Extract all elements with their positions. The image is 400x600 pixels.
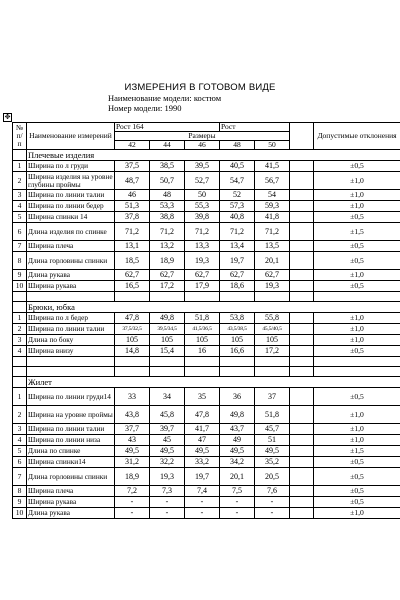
measurement-value: 47 — [185, 435, 220, 446]
measurement-value: 46 — [115, 190, 150, 201]
measurement-value: 20,1 — [220, 468, 255, 486]
row-number: 9 — [13, 270, 27, 281]
measurement-value: 34,2 — [220, 457, 255, 468]
measurement-name: Ширина по линии талии — [27, 324, 115, 335]
measurement-value: 50,7 — [150, 172, 185, 190]
measurement-value: 13,4 — [220, 241, 255, 252]
measurement-value: 41,8 — [255, 212, 290, 223]
section-cell-empty — [13, 150, 27, 161]
measurement-value: - — [185, 508, 220, 519]
spacer-cell — [290, 313, 314, 324]
measurement-name: Ширина плеча — [27, 241, 115, 252]
measurement-value: 33 — [115, 388, 150, 406]
table-row — [13, 406, 400, 424]
table-row — [13, 241, 400, 252]
measurement-value: 71,2 — [220, 223, 255, 241]
table-row — [13, 313, 400, 324]
row-number: 3 — [13, 190, 27, 201]
measurement-value: 20,1 — [255, 252, 290, 270]
size-header: 44 — [150, 141, 185, 150]
measurement-name: Длина по спинке — [27, 446, 115, 457]
table-row — [13, 435, 400, 446]
spacer-cell — [290, 406, 314, 424]
measurement-value: 7,4 — [185, 486, 220, 497]
measurement-value: - — [150, 508, 185, 519]
spacer-cell — [290, 468, 314, 486]
measurement-value: 62,7 — [220, 270, 255, 281]
empty-row — [13, 367, 400, 377]
row-number: 2 — [13, 172, 27, 190]
spacer-cell — [290, 424, 314, 435]
measurement-value: 16,6 — [220, 346, 255, 357]
table-row — [13, 212, 400, 223]
measurement-value: 51,8 — [255, 406, 290, 424]
spacer-cell — [290, 241, 314, 252]
measurement-value: 53,8 — [220, 313, 255, 324]
tolerance-value: ±1,0 — [314, 172, 400, 190]
measurement-name: Ширина по л бедер — [27, 313, 115, 324]
measurement-value: 18,5 — [115, 252, 150, 270]
empty-cell — [27, 367, 115, 377]
table-row — [13, 270, 400, 281]
measurement-value: 40,5 — [220, 161, 255, 172]
measurement-name: Ширина рукава — [27, 497, 115, 508]
tolerance-value: ±0,5 — [314, 497, 400, 508]
table-row — [13, 161, 400, 172]
tolerance-value: ±0,5 — [314, 161, 400, 172]
measurement-value: 38,5 — [150, 161, 185, 172]
row-number: 5 — [13, 212, 27, 223]
measurement-value: 45,8 — [150, 406, 185, 424]
spacer-cell — [290, 497, 314, 508]
spacer-cell — [290, 508, 314, 519]
measurement-name: Ширина по л груди — [27, 161, 115, 172]
row-number: 9 — [13, 497, 27, 508]
table-row — [13, 497, 400, 508]
row-number: 5 — [13, 446, 27, 457]
row-number: 4 — [13, 346, 27, 357]
measurement-value: - — [185, 497, 220, 508]
measurement-value: 14,8 — [115, 346, 150, 357]
measurement-value: 18,9 — [150, 252, 185, 270]
measurement-value: 17,9 — [185, 281, 220, 292]
document-title: ИЗМЕРЕНИЯ В ГОТОВОМ ВИДЕ — [124, 82, 276, 93]
measurement-value: 43,5/38,5 — [220, 324, 255, 335]
tolerance-value: ±0,5 — [314, 252, 400, 270]
measurement-value: 7,5 — [220, 486, 255, 497]
measurement-value: 7,3 — [150, 486, 185, 497]
measurement-value: 40,8 — [220, 212, 255, 223]
measurement-value: 41,7 — [185, 424, 220, 435]
row-number: 8 — [13, 486, 27, 497]
measurement-value: 55,8 — [255, 313, 290, 324]
measurement-name: Ширина изделия на уровне глубины проймы — [28, 172, 113, 189]
section-header — [13, 150, 400, 161]
spacer-cell — [290, 161, 314, 172]
tolerance-value: ±1,5 — [314, 446, 400, 457]
measurement-value: - — [115, 497, 150, 508]
measurement-value: - — [220, 497, 255, 508]
row-number: 8 — [13, 252, 27, 270]
measurement-value: - — [255, 497, 290, 508]
measurement-value: 35,2 — [255, 457, 290, 468]
tolerance-value: ±1,0 — [314, 435, 400, 446]
measurement-name: Длина рукава — [27, 270, 115, 281]
measurement-value: 49,8 — [220, 406, 255, 424]
measurement-value: 19,3 — [150, 468, 185, 486]
empty-cell — [185, 292, 220, 302]
measurement-value: 17,2 — [255, 346, 290, 357]
table-row — [13, 252, 400, 270]
empty-cell — [115, 357, 150, 367]
measurement-name: Ширина рукава — [27, 281, 115, 292]
row-number: 10 — [13, 508, 27, 519]
tolerance-value: ±0,5 — [314, 486, 400, 497]
measurement-value: 43 — [115, 435, 150, 446]
table-row — [13, 457, 400, 468]
measurement-value: 52,7 — [185, 172, 220, 190]
spacer-cell — [290, 212, 314, 223]
measurement-value: 49,5 — [115, 446, 150, 457]
measurement-value: 35 — [185, 388, 220, 406]
measurement-value: 105 — [115, 335, 150, 346]
size-header: 50 — [255, 141, 290, 150]
measurement-value: 39,5 — [185, 161, 220, 172]
table-row — [13, 508, 400, 519]
measurement-value: 54,7 — [220, 172, 255, 190]
measurement-value: 105 — [255, 335, 290, 346]
empty-cell — [314, 292, 400, 302]
spacer-cell — [290, 172, 314, 190]
measurement-value: 37 — [255, 388, 290, 406]
measurement-value: 37,7 — [115, 424, 150, 435]
measurement-name: Ширина по линии низа — [27, 435, 115, 446]
section-header — [13, 377, 400, 388]
measurement-value: 71,2 — [150, 223, 185, 241]
empty-cell — [115, 292, 150, 302]
measurement-value: 37,5 — [115, 161, 150, 172]
measurement-name: Длина по боку — [27, 335, 115, 346]
empty-cell — [220, 357, 255, 367]
empty-cell — [27, 292, 115, 302]
section-cell-empty — [13, 302, 27, 313]
spacer-cell — [290, 446, 314, 457]
measurement-name: Длина изделия по спинке — [27, 223, 115, 241]
header-height: Рост — [220, 123, 290, 132]
header-tolerance: Допустимые отклонения — [314, 123, 400, 150]
measurement-value: 62,7 — [255, 270, 290, 281]
measurement-name: Ширина спинки14 — [27, 457, 115, 468]
empty-cell — [150, 367, 185, 377]
tolerance-value: ±0,5 — [314, 457, 400, 468]
measurement-value: 53,3 — [150, 201, 185, 212]
measurement-value: 13,2 — [150, 241, 185, 252]
measurement-value: 7,2 — [115, 486, 150, 497]
row-number: 10 — [13, 281, 27, 292]
empty-cell — [314, 357, 400, 367]
measurement-value: 62,7 — [185, 270, 220, 281]
row-number: 2 — [13, 406, 27, 424]
spacer-cell — [290, 324, 314, 335]
measurement-value: 16 — [185, 346, 220, 357]
measurement-value: 45,5/40,5 — [255, 324, 290, 335]
measurement-value: 43,8 — [115, 406, 150, 424]
row-number: 4 — [13, 201, 27, 212]
measurement-value: 33,2 — [185, 457, 220, 468]
empty-cell — [27, 357, 115, 367]
spacer-cell — [290, 457, 314, 468]
measurement-value: 19,7 — [220, 252, 255, 270]
measurement-value: 37,8 — [115, 212, 150, 223]
table-row — [13, 424, 400, 435]
tolerance-value: ±1,0 — [314, 406, 400, 424]
empty-cell — [13, 367, 27, 377]
measurement-value: 41,5 — [255, 161, 290, 172]
measurement-name: Длина горловины спинки — [27, 252, 115, 270]
measurement-value: 39,7 — [150, 424, 185, 435]
measurement-value: 38,8 — [150, 212, 185, 223]
row-number: 3 — [13, 424, 27, 435]
empty-cell — [290, 292, 314, 302]
spacer-cell — [290, 190, 314, 201]
measurement-name: Ширина по линии груди14 — [27, 388, 115, 406]
tolerance-value: ±1,0 — [314, 508, 400, 519]
measurement-value: 47,8 — [185, 406, 220, 424]
empty-cell — [185, 357, 220, 367]
measurement-name: Ширина по линии талии — [27, 424, 115, 435]
measurement-name: Ширина по линии талии — [27, 190, 115, 201]
row-number: 6 — [13, 223, 27, 241]
table-row — [13, 468, 400, 486]
table-row — [13, 281, 400, 292]
measurement-value: 59,3 — [255, 201, 290, 212]
measurement-value: 16,5 — [115, 281, 150, 292]
tolerance-value: ±1,0 — [314, 313, 400, 324]
row-number: 7 — [13, 241, 27, 252]
spacer-cell — [290, 335, 314, 346]
tolerance-value: ±1,0 — [314, 335, 400, 346]
measurement-value: - — [150, 497, 185, 508]
measurement-value: 17,2 — [150, 281, 185, 292]
measurement-value: 105 — [220, 335, 255, 346]
measurement-value: 43,7 — [220, 424, 255, 435]
header-sizes: Размеры — [115, 132, 290, 141]
measurement-value: 51 — [255, 435, 290, 446]
size-header: 42 — [115, 141, 150, 150]
empty-cell — [150, 357, 185, 367]
tolerance-value: ±0,5 — [314, 346, 400, 357]
spacer-cell — [290, 201, 314, 212]
spacer-cell — [290, 281, 314, 292]
table-row — [13, 346, 400, 357]
tolerance-value: ±1,0 — [314, 201, 400, 212]
header-number: № п/ п — [13, 123, 27, 150]
table-row — [13, 190, 400, 201]
measurement-value: 20,5 — [255, 468, 290, 486]
row-number: 1 — [13, 161, 27, 172]
measurement-value: 18,6 — [220, 281, 255, 292]
row-number: 4 — [13, 435, 27, 446]
empty-cell — [290, 367, 314, 377]
empty-cell — [220, 292, 255, 302]
size-header: 46 — [185, 141, 220, 150]
measurement-value: 105 — [185, 335, 220, 346]
measurement-value: 62,7 — [150, 270, 185, 281]
measurement-name: Ширина на уровне проймы — [27, 406, 115, 424]
measurement-value: 47,8 — [115, 313, 150, 324]
row-number: 1 — [13, 388, 27, 406]
measurement-value: 49,5 — [185, 446, 220, 457]
table-row — [13, 172, 400, 190]
empty-row — [13, 292, 400, 302]
empty-cell — [185, 367, 220, 377]
tolerance-value: ±1,0 — [314, 324, 400, 335]
spacer-cell — [290, 435, 314, 446]
row-number: 7 — [13, 468, 27, 486]
measurement-value: 45 — [150, 435, 185, 446]
measurement-value: 49,8 — [150, 313, 185, 324]
measurement-value: 7,6 — [255, 486, 290, 497]
measurement-value: 51,8 — [185, 313, 220, 324]
measurement-value: 13,3 — [185, 241, 220, 252]
empty-cell — [255, 292, 290, 302]
empty-cell — [314, 367, 400, 377]
spacer-cell — [290, 223, 314, 241]
measurement-value: 39,5/34,5 — [150, 324, 185, 335]
measurement-value: 18,9 — [115, 468, 150, 486]
measurement-value: 50 — [185, 190, 220, 201]
model-name: Наименование модели: костюм — [108, 93, 222, 103]
measurement-value: 49 — [220, 435, 255, 446]
measurement-value: 39,8 — [185, 212, 220, 223]
size-header: 48 — [220, 141, 255, 150]
measurement-value: 51,3 — [115, 201, 150, 212]
measurement-value: 15,4 — [150, 346, 185, 357]
tolerance-value: ±0,5 — [314, 281, 400, 292]
tolerance-value: ±0,5 — [314, 241, 400, 252]
measurement-value: 49,5 — [150, 446, 185, 457]
measurement-value: 19,3 — [255, 281, 290, 292]
section-header — [13, 302, 400, 313]
spacer-cell — [290, 388, 314, 406]
empty-cell — [255, 357, 290, 367]
measurement-name: Длина горловины спинки — [27, 468, 115, 486]
measurement-value: - — [220, 508, 255, 519]
measurement-value: - — [115, 508, 150, 519]
tolerance-value: ±0,5 — [314, 388, 400, 406]
measurement-name: Ширина по линии бедер — [27, 201, 115, 212]
measurement-value: 45,7 — [255, 424, 290, 435]
row-number: 6 — [13, 457, 27, 468]
measurement-value: 71,2 — [185, 223, 220, 241]
measurement-value: 49,5 — [255, 446, 290, 457]
table-row — [13, 223, 400, 241]
empty-cell — [150, 292, 185, 302]
measurement-value: 48 — [150, 190, 185, 201]
measurement-value: 19,7 — [185, 468, 220, 486]
header-height-164: Рост 164 — [115, 123, 220, 132]
row-number: 2 — [13, 324, 27, 335]
measurement-value: 71,2 — [255, 223, 290, 241]
measurement-value: 13,5 — [255, 241, 290, 252]
measurement-value: - — [255, 508, 290, 519]
spacer-cell — [290, 486, 314, 497]
empty-cell — [290, 357, 314, 367]
tolerance-value: ±0,5 — [314, 468, 400, 486]
section-title: Плечевые изделия — [27, 150, 400, 161]
empty-cell — [255, 367, 290, 377]
row-number: 1 — [13, 313, 27, 324]
tolerance-value: ±1,0 — [314, 190, 400, 201]
table-row — [13, 335, 400, 346]
measurement-value: 19,3 — [185, 252, 220, 270]
measurement-value: 56,7 — [255, 172, 290, 190]
measurement-value: 41,5/36,5 — [185, 324, 220, 335]
measurement-value: 31,2 — [115, 457, 150, 468]
section-title: Брюки, юбка — [27, 302, 400, 313]
header-name: Наименование измерений — [27, 123, 115, 150]
measurement-value: 37,5/32,5 — [115, 324, 150, 335]
move-handle-icon[interactable]: ✥ — [4, 113, 11, 121]
measurements-table — [12, 122, 400, 519]
measurement-value: 48,7 — [115, 172, 150, 190]
table-row — [13, 201, 400, 212]
measurement-value: 57,3 — [220, 201, 255, 212]
measurement-value: 105 — [150, 335, 185, 346]
measurement-value: 55,3 — [185, 201, 220, 212]
empty-cell — [115, 367, 150, 377]
section-cell-empty — [13, 377, 27, 388]
tolerance-value: ±1,0 — [314, 424, 400, 435]
spacer-cell — [290, 346, 314, 357]
measurement-value: 34 — [150, 388, 185, 406]
measurement-value: 49,5 — [220, 446, 255, 457]
table-row — [13, 324, 400, 335]
row-number: 3 — [13, 335, 27, 346]
model-number: Номер модели: 1990 — [108, 103, 182, 113]
tolerance-value: ±1,0 — [314, 270, 400, 281]
measurement-value: 62,7 — [115, 270, 150, 281]
empty-cell — [220, 367, 255, 377]
tolerance-value: ±1,5 — [314, 223, 400, 241]
spacer-cell — [290, 270, 314, 281]
measurement-name: Ширина внизу — [27, 346, 115, 357]
empty-cell — [13, 292, 27, 302]
measurement-value: 13,1 — [115, 241, 150, 252]
table-row — [13, 446, 400, 457]
measurement-value: 36 — [220, 388, 255, 406]
section-title: Жилет — [27, 377, 400, 388]
measurement-name: Ширина плеча — [27, 486, 115, 497]
table-row — [13, 388, 400, 406]
empty-cell — [13, 357, 27, 367]
measurement-value: 32,2 — [150, 457, 185, 468]
empty-row — [13, 357, 400, 367]
measurement-value: 52 — [220, 190, 255, 201]
measurement-name: Длина рукава — [27, 508, 115, 519]
measurement-value: 71,2 — [115, 223, 150, 241]
table-row — [13, 486, 400, 497]
header-spacer — [290, 123, 314, 150]
measurement-name: Ширина спинки 14 — [27, 212, 115, 223]
spacer-cell — [290, 252, 314, 270]
measurement-value: 54 — [255, 190, 290, 201]
tolerance-value: ±0,5 — [314, 212, 400, 223]
